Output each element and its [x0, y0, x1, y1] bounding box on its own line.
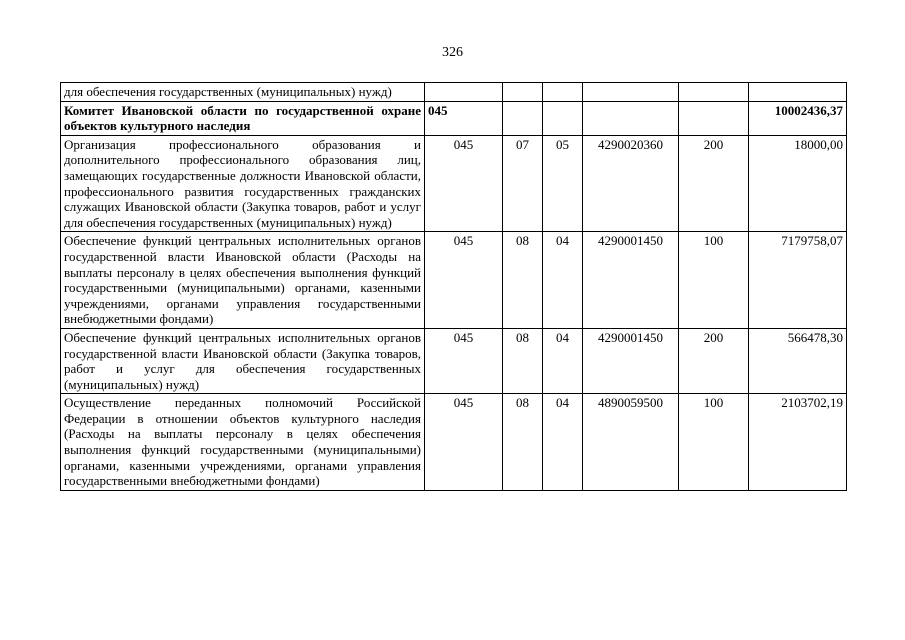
page-number: 326: [442, 45, 463, 60]
row-expense-type-code: 200: [679, 135, 749, 232]
row-description: Организация профессионального образования и дополнительного профессионального образования лиц, замещающих государственные должности Ивановской области, профессионального развития государственных гражданских служащих Ивановской области (Закупка товаров, работ и услуг для обеспечения государственных (муниципальных) нужд): [61, 135, 425, 232]
row-expense-type-code: [679, 83, 749, 102]
table-row: [61, 101, 847, 135]
row-target-code: 4890059500: [583, 394, 679, 491]
row-expense-type-code: 100: [679, 394, 749, 491]
row-section-code: 07: [503, 135, 543, 232]
row-amount: 18000,00: [749, 135, 847, 232]
row-target-code: 4290001450: [583, 232, 679, 329]
row-target-code: 4290001450: [583, 328, 679, 393]
table-row: [61, 135, 847, 232]
table-row: [61, 83, 847, 102]
row-description: Обеспечение функций центральных исполнительных органов государственной власти Ивановской области (Закупка товаров, работ и услуг для обеспечения государственных (муниципальных) нужд): [61, 328, 425, 393]
row-subsection-code: 04: [543, 394, 583, 491]
table-row: [61, 328, 847, 393]
row-section-code: [503, 101, 543, 135]
row-ministry-code: 045: [425, 394, 503, 491]
row-target-code: [583, 83, 679, 102]
row-description: для обеспечения государственных (муниципальных) нужд): [61, 83, 425, 102]
row-subsection-code: [543, 83, 583, 102]
row-amount: [749, 83, 847, 102]
row-ministry-code: [425, 83, 503, 102]
row-amount: 566478,30: [749, 328, 847, 393]
row-ministry-code: 045: [425, 135, 503, 232]
row-description: Обеспечение функций центральных исполнительных органов государственной власти Ивановской области (Расходы на выплаты персоналу в целях обеспечения выполнения функций государственными (муниципальными) органами, казенными учреждениями, органами управления государственными внебюджетными фондами): [61, 232, 425, 329]
row-expense-type-code: 100: [679, 232, 749, 329]
row-section-code: 08: [503, 328, 543, 393]
row-subsection-code: 04: [543, 328, 583, 393]
budget-table: [60, 82, 847, 491]
row-section-code: [503, 83, 543, 102]
row-amount: 2103702,19: [749, 394, 847, 491]
row-ministry-code: 045: [425, 328, 503, 393]
budget-table-body: [61, 83, 847, 491]
row-amount: 7179758,07: [749, 232, 847, 329]
row-expense-type-code: 200: [679, 328, 749, 393]
row-ministry-code: 045: [425, 101, 503, 135]
row-expense-type-code: [679, 101, 749, 135]
row-ministry-code: 045: [425, 232, 503, 329]
row-section-code: 08: [503, 232, 543, 329]
table-row: [61, 232, 847, 329]
row-subsection-code: 05: [543, 135, 583, 232]
row-subsection-code: 04: [543, 232, 583, 329]
row-section-code: 08: [503, 394, 543, 491]
row-amount: 10002436,37: [749, 101, 847, 135]
row-target-code: 4290020360: [583, 135, 679, 232]
row-target-code: [583, 101, 679, 135]
row-description: Комитет Ивановской области по государственной охране объектов культурного наследия: [61, 101, 425, 135]
row-subsection-code: [543, 101, 583, 135]
table-row: [61, 394, 847, 491]
row-description: Осуществление переданных полномочий Российской Федерации в отношении объектов культурного наследия (Расходы на выплаты персоналу в целях обеспечения выполнения функций государственными (муниципальными) органами, казенными учреждениями, органами управления государственными внебюджетными фондами): [61, 394, 425, 491]
